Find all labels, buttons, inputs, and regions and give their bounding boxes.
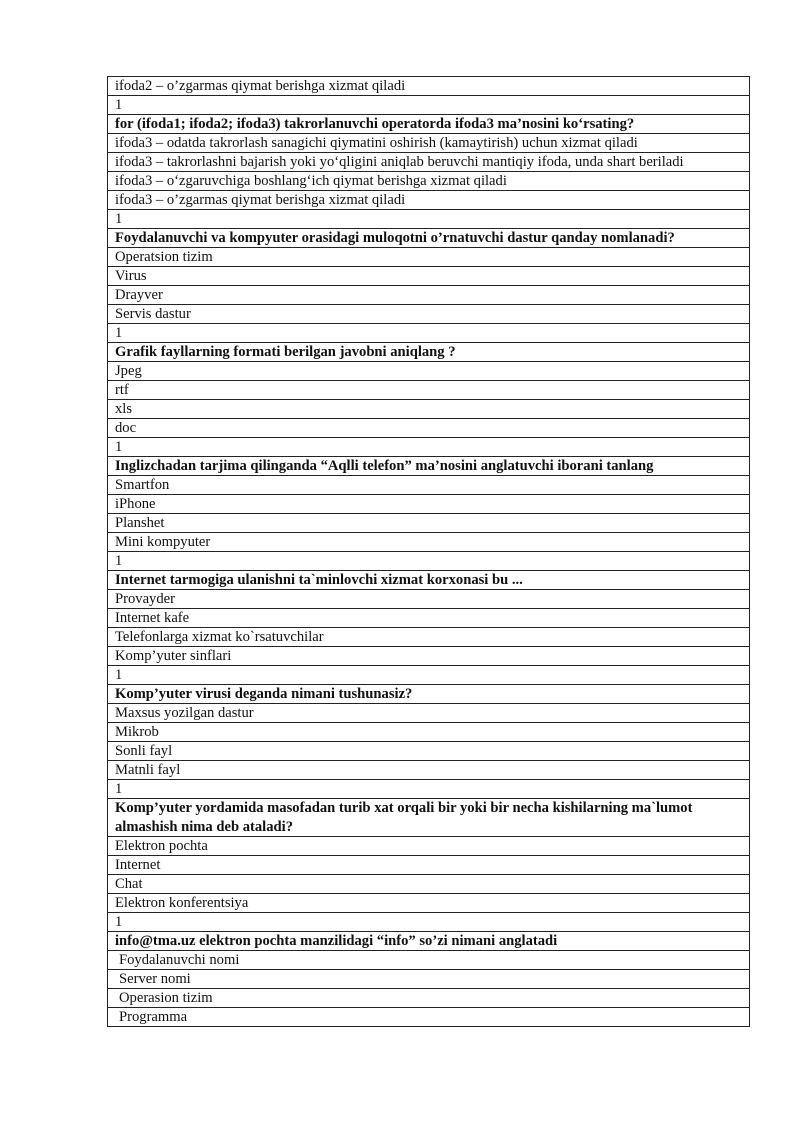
question-number-row (108, 552, 750, 571)
answer-option-row (108, 628, 750, 647)
answer-option-text: Jpeg (108, 362, 750, 381)
answer-option-row (108, 989, 750, 1008)
answer-option-row (108, 723, 750, 742)
answer-option-row (108, 951, 750, 970)
answer-option-text: Drayver (108, 286, 750, 305)
answer-option-row (108, 590, 750, 609)
question-text: Grafik fayllarning formati berilgan javobni aniqlang ? (108, 343, 750, 362)
answer-option-row (108, 400, 750, 419)
question-number-row (108, 96, 750, 115)
answer-option-text: Mini kompyuter (108, 533, 750, 552)
question-row (108, 571, 750, 590)
answer-option-text: Internet (108, 856, 750, 875)
answer-option-text: Chat (108, 875, 750, 894)
answer-option-row (108, 609, 750, 628)
answer-option-row (108, 305, 750, 324)
question-number: 1 (108, 780, 750, 799)
answer-option-text: ifoda3 – o‘zgaruvchiga boshlang‘ich qiymat berishga xizmat qiladi (108, 172, 750, 191)
answer-option-text: Virus (108, 267, 750, 286)
answer-option-row (108, 894, 750, 913)
answer-option-row (108, 704, 750, 723)
question-text: Internet tarmogiga ulanishni ta`minlovchi xizmat korxonasi bu ... (108, 571, 750, 590)
question-text: info@tma.uz elektron pochta manzilidagi “info” so’zi nimani anglatadi (108, 932, 750, 951)
question-number-row (108, 438, 750, 457)
question-number: 1 (108, 552, 750, 571)
question-row (108, 229, 750, 248)
question-text: Foydalanuvchi va kompyuter orasidagi muloqotni o’rnatuvchi dastur qanday nomlanadi? (108, 229, 750, 248)
answer-option-row (108, 381, 750, 400)
answer-option-row (108, 153, 750, 172)
question-number: 1 (108, 324, 750, 343)
question-number: 1 (108, 96, 750, 115)
question-text: Komp’yuter yordamida masofadan turib xat orqali bir yoki bir necha kishilarning ma`lumot almashish nima deb ataladi? (108, 799, 750, 837)
quiz-table-body (108, 77, 750, 1027)
answer-option-text: Elektron pochta (108, 837, 750, 856)
answer-option-row (108, 191, 750, 210)
question-number: 1 (108, 666, 750, 685)
question-text: for (ifoda1; ifoda2; ifoda3) takrorlanuvchi operatorda ifoda3 ma’nosini ko‘rsating? (108, 115, 750, 134)
answer-option-row (108, 77, 750, 96)
answer-option-row (108, 419, 750, 438)
answer-option-text: Elektron konferentsiya (108, 894, 750, 913)
answer-option-row (108, 647, 750, 666)
answer-option-text: Programma (108, 1008, 750, 1027)
question-row (108, 932, 750, 951)
answer-option-row (108, 495, 750, 514)
answer-option-text: Mikrob (108, 723, 750, 742)
question-row (108, 457, 750, 476)
answer-option-text: iPhone (108, 495, 750, 514)
answer-option-row (108, 742, 750, 761)
question-row (108, 343, 750, 362)
answer-option-row (108, 362, 750, 381)
answer-option-text: Operatsion tizim (108, 248, 750, 267)
question-row (108, 115, 750, 134)
question-number-row (108, 324, 750, 343)
question-number-row (108, 913, 750, 932)
answer-option-text: Sonli fayl (108, 742, 750, 761)
answer-option-row (108, 476, 750, 495)
answer-option-row (108, 286, 750, 305)
answer-option-text: Planshet (108, 514, 750, 533)
answer-option-row (108, 248, 750, 267)
question-number-row (108, 210, 750, 229)
question-row (108, 799, 750, 837)
answer-option-text: ifoda3 – takrorlashni bajarish yoki yo‘qligini aniqlab beruvchi mantiqiy ifoda, unda shart beriladi (108, 153, 750, 172)
answer-option-text: Foydalanuvchi nomi (108, 951, 750, 970)
quiz-table (107, 76, 750, 1027)
answer-option-row (108, 875, 750, 894)
answer-option-row (108, 267, 750, 286)
answer-option-text: Komp’yuter sinflari (108, 647, 750, 666)
answer-option-text: Operasion tizim (108, 989, 750, 1008)
question-text: Komp’yuter virusi deganda nimani tushunasiz? (108, 685, 750, 704)
answer-option-row (108, 1008, 750, 1027)
question-text: Inglizchadan tarjima qilinganda “Aqlli telefon” ma’nosini anglatuvchi iborani tanlang (108, 457, 750, 476)
answer-option-text: Provayder (108, 590, 750, 609)
question-number: 1 (108, 210, 750, 229)
answer-option-row (108, 533, 750, 552)
answer-option-text: Maxsus yozilgan dastur (108, 704, 750, 723)
answer-option-text: xls (108, 400, 750, 419)
question-number-row (108, 780, 750, 799)
answer-option-text: ifoda3 – odatda takrorlash sanagichi qiymatini oshirish (kamaytirish) uchun xizmat qiladi (108, 134, 750, 153)
answer-option-text: doc (108, 419, 750, 438)
answer-option-text: Servis dastur (108, 305, 750, 324)
answer-option-row (108, 837, 750, 856)
question-row (108, 685, 750, 704)
answer-option-row (108, 172, 750, 191)
answer-option-text: rtf (108, 381, 750, 400)
answer-option-text: Internet kafe (108, 609, 750, 628)
answer-option-row (108, 134, 750, 153)
answer-option-row (108, 856, 750, 875)
answer-option-row (108, 514, 750, 533)
answer-option-row (108, 970, 750, 989)
question-number: 1 (108, 913, 750, 932)
answer-option-text: Smartfon (108, 476, 750, 495)
question-number: 1 (108, 438, 750, 457)
document-page (107, 76, 750, 1027)
answer-option-text: Telefonlarga xizmat ko`rsatuvchilar (108, 628, 750, 647)
question-number-row (108, 666, 750, 685)
answer-option-text: Matnli fayl (108, 761, 750, 780)
answer-option-text: ifoda3 – o’zgarmas qiymat berishga xizmat qiladi (108, 191, 750, 210)
answer-option-text: ifoda2 – o’zgarmas qiymat berishga xizmat qiladi (108, 77, 750, 96)
answer-option-row (108, 761, 750, 780)
answer-option-text: Server nomi (108, 970, 750, 989)
